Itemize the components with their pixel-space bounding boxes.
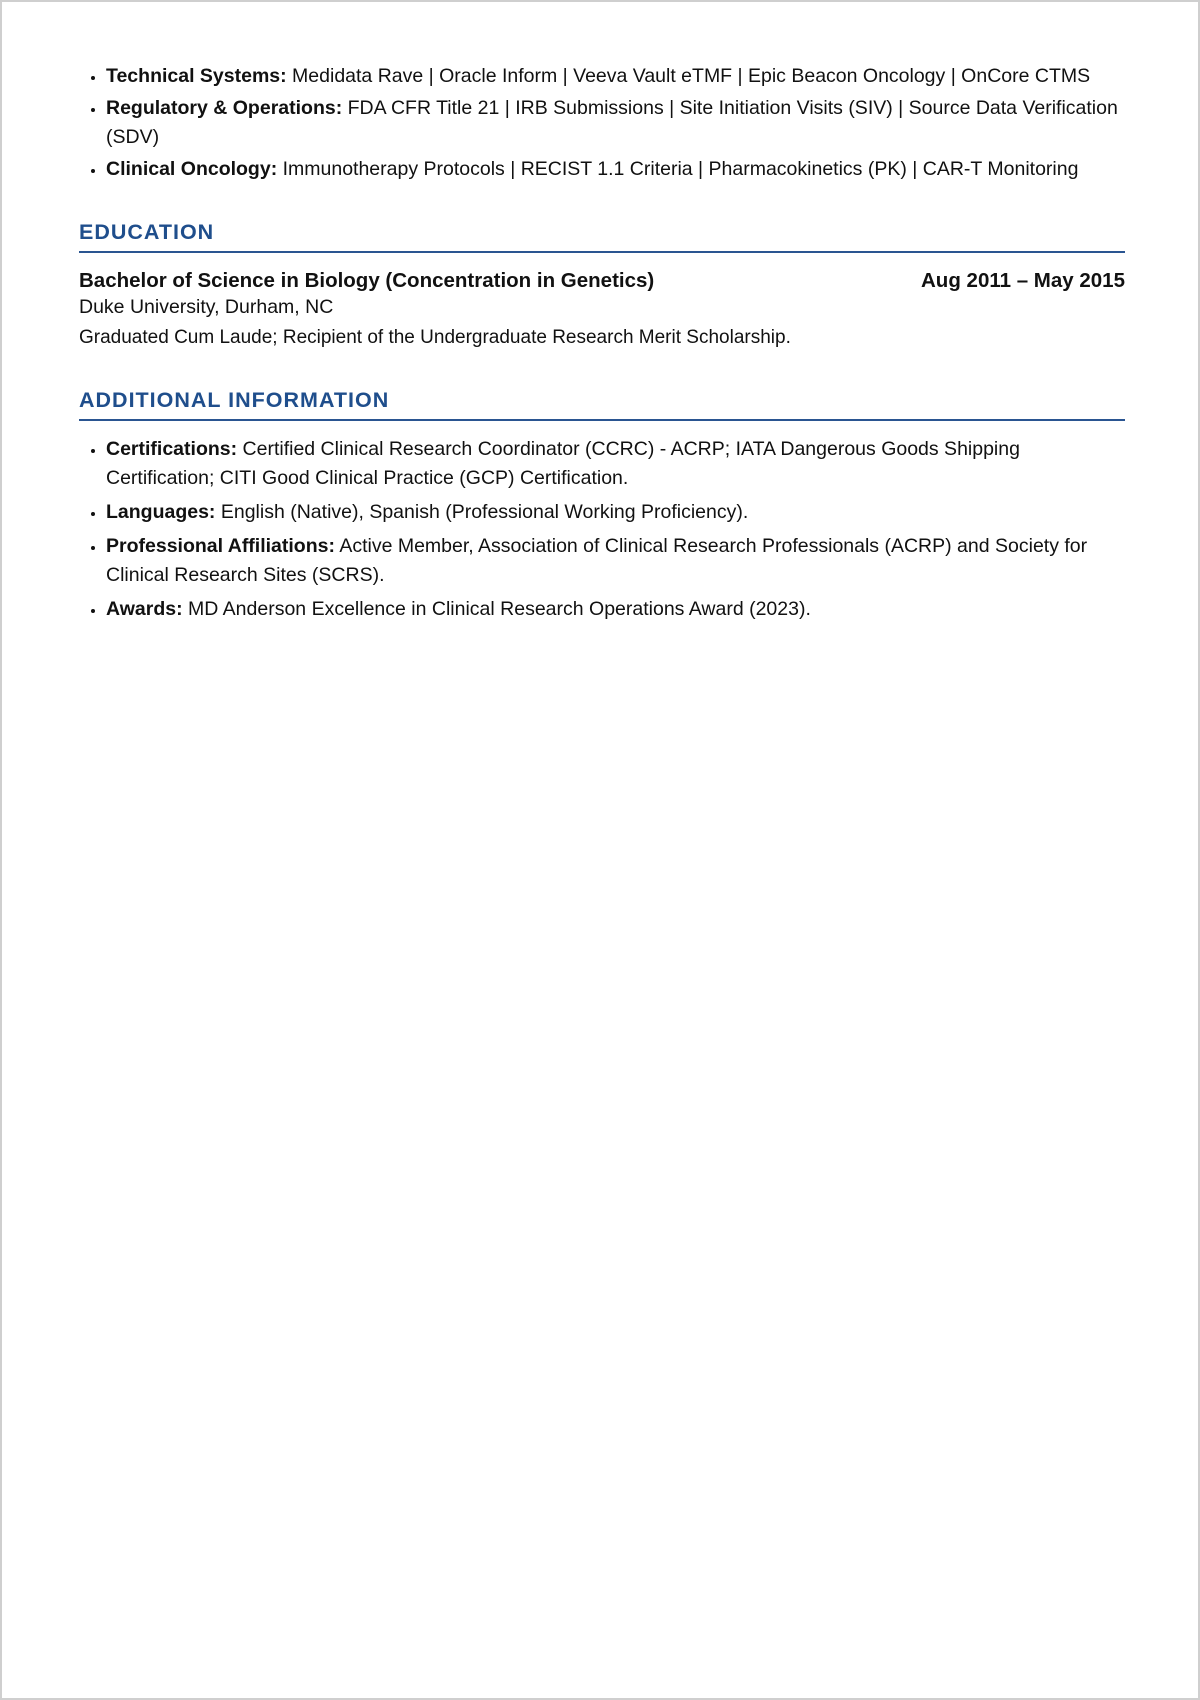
skill-item-technical-systems — [106, 62, 1125, 91]
additional-info-list — [79, 435, 1125, 624]
education-heading: EDUCATION — [79, 218, 1125, 253]
item-text: Certified Clinical Research Coordinator (CCRC) - ACRP; IATA Dangerous Goods Shipping Certification; CITI Good Clinical Practice (GCP) Certification. — [106, 438, 1020, 489]
degree-row — [79, 267, 1125, 294]
degree-title: Bachelor of Science in Biology (Concentration in Genetics) — [79, 269, 655, 292]
skill-label: Clinical Oncology: — [106, 158, 278, 180]
additional-info-heading: ADDITIONAL INFORMATION — [79, 386, 1125, 421]
additional-item-affiliations — [106, 532, 1125, 590]
additional-item-certifications — [106, 435, 1125, 493]
skill-text: Medidata Rave | Oracle Inform | Veeva Vault eTMF | Epic Beacon Oncology | OnCore CTMS — [286, 65, 1091, 87]
degree-dates: Aug 2011 – May 2015 — [921, 269, 1125, 292]
item-label: Languages: — [106, 501, 216, 523]
item-label: Certifications: — [106, 438, 238, 460]
education-note: Graduated Cum Laude; Recipient of the Undergraduate Research Merit Scholarship. — [79, 327, 791, 348]
additional-info-section — [79, 386, 1125, 624]
skill-text: Immunotherapy Protocols | RECIST 1.1 Criteria | Pharmacokinetics (PK) | CAR-T Monitoring — [277, 158, 1079, 180]
skill-text: FDA CFR Title 21 | IRB Submissions | Site Initiation Visits (SIV) | Source Data Verification (SDV) — [106, 97, 1118, 148]
additional-item-languages — [106, 498, 1125, 527]
item-label: Awards: — [106, 598, 183, 620]
skill-label: Technical Systems: — [106, 65, 287, 87]
item-label: Professional Affiliations: — [106, 535, 335, 557]
item-text: Active Member, Association of Clinical Research Professionals (ACRP) and Society for Clinical Research Sites (SCRS). — [106, 535, 1088, 586]
item-text: MD Anderson Excellence in Clinical Research Operations Award (2023). — [182, 598, 811, 620]
skills-list — [79, 62, 1125, 184]
skill-item-regulatory-operations — [106, 94, 1125, 152]
education-section — [79, 218, 1125, 352]
skill-item-clinical-oncology — [106, 155, 1125, 184]
resume-content — [79, 62, 1125, 629]
skill-label: Regulatory & Operations: — [106, 97, 343, 119]
additional-item-awards — [106, 595, 1125, 624]
school-location: Duke University, Durham, NC — [79, 296, 334, 318]
item-text: English (Native), Spanish (Professional Working Proficiency). — [215, 501, 749, 523]
